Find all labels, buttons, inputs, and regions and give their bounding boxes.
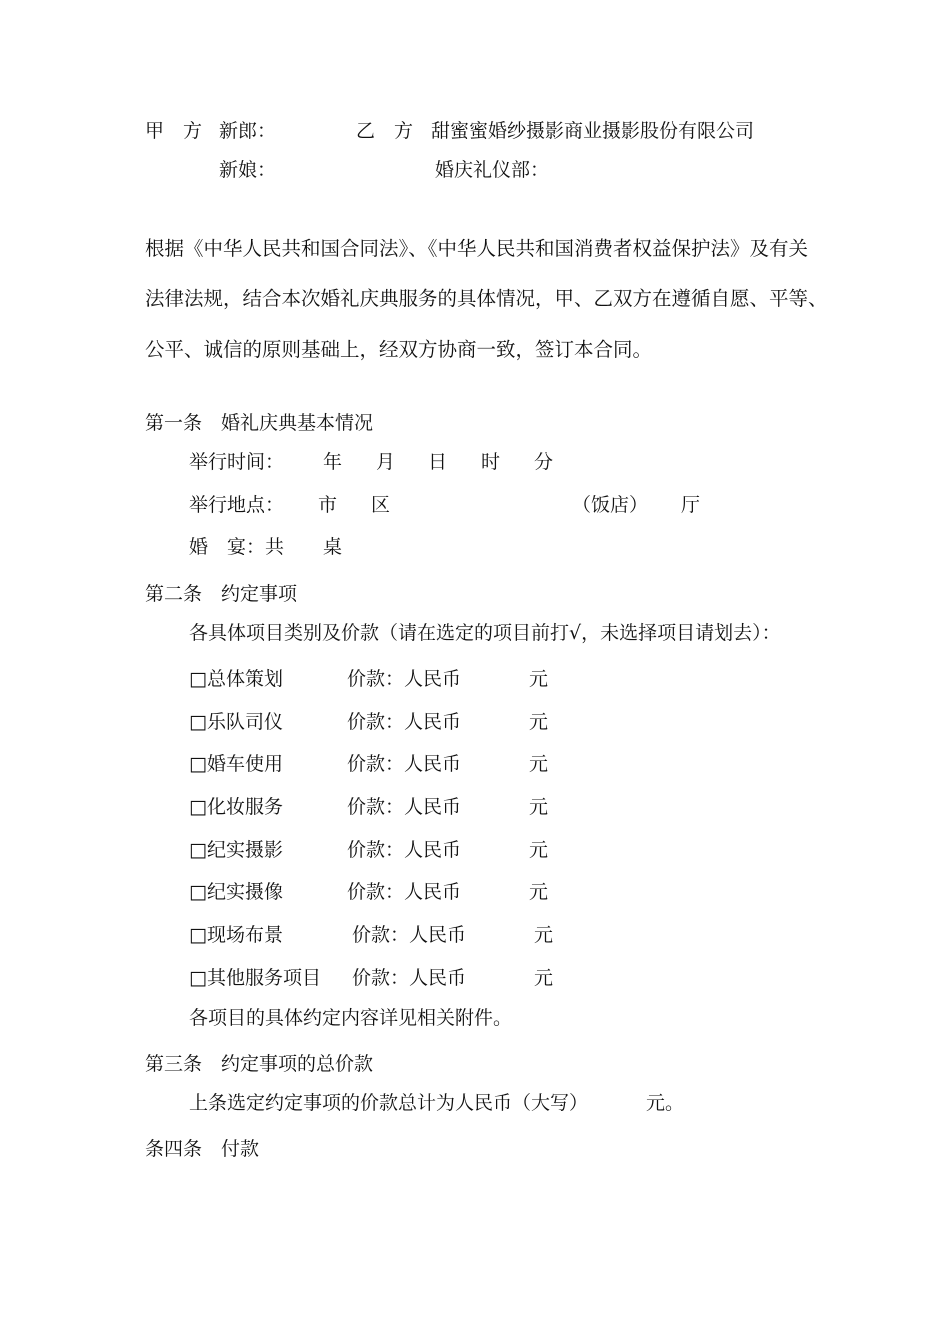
service-item-name: □总体策划	[189, 668, 283, 690]
article-3-text: 上条选定约定事项的价款总计为人民币（大写）	[189, 1092, 589, 1114]
minute-label: 分	[534, 451, 554, 473]
service-item-name: □纪实摄影	[189, 839, 283, 861]
article-4-title: 条四条 付款	[145, 1138, 260, 1160]
department-label: 婚庆礼仪部：	[435, 159, 550, 181]
service-item-unit: 元	[529, 711, 549, 733]
service-item-price-label: 价款：人民币	[347, 668, 462, 690]
service-item-name: □其他服务项目	[189, 967, 321, 989]
hotel-label: （饭店）	[572, 494, 649, 516]
party-a-label: 甲 方	[145, 120, 203, 142]
service-item-price-label: 价款：人民币	[352, 924, 467, 946]
service-item-unit: 元	[529, 881, 549, 903]
service-item-price-label: 价款：人民币	[352, 967, 467, 989]
place-label: 举行地点：	[189, 494, 285, 516]
intro-line-3: 公平、诚信的原则基础上，经双方协商一致，签订本合同。	[145, 338, 653, 361]
article-3-title: 第三条 约定事项的总价款	[145, 1053, 374, 1075]
year-label: 年	[323, 451, 343, 473]
service-item-name: □现场布景	[189, 924, 283, 946]
service-item-name: □化妆服务	[189, 796, 283, 818]
intro-line-1: 根据《中华人民共和国合同法》、《中华人民共和国消费者权益保护法》及有关	[145, 237, 809, 260]
bride-label: 新娘：	[219, 159, 277, 181]
service-item-unit: 元	[534, 924, 554, 946]
service-item-unit: 元	[529, 839, 549, 861]
hour-label: 时	[481, 451, 501, 473]
month-label: 月	[376, 451, 396, 473]
service-item-unit: 元	[529, 753, 549, 775]
tables-label: 桌	[323, 536, 343, 558]
company-name: 甜蜜蜜婚纱摄影商业摄影股份有限公司	[431, 120, 755, 142]
article-2-note: 各项目的具体约定内容详见相关附件。	[189, 1007, 513, 1029]
service-item-name: □纪实摄像	[189, 881, 283, 903]
banquet-label: 婚 宴：共	[189, 536, 285, 558]
article-2-title: 第二条 约定事项	[145, 583, 298, 605]
intro-line-2: 法律法规，结合本次婚礼庆典服务的具体情况，甲、乙双方在遵循自愿、平等、	[145, 287, 828, 310]
service-item-price-label: 价款：人民币	[347, 839, 462, 861]
service-item-price-label: 价款：人民币	[347, 753, 462, 775]
service-item-unit: 元	[529, 668, 549, 690]
service-item-unit: 元	[534, 967, 554, 989]
city-label: 市	[318, 494, 338, 516]
time-label: 举行时间：	[189, 451, 285, 473]
article-1-title: 第一条 婚礼庆典基本情况	[145, 412, 374, 434]
groom-label: 新郎：	[219, 120, 277, 142]
day-label: 日	[428, 451, 448, 473]
article-2-instruction: 各具体项目类别及价款（请在选定的项目前打√，未选择项目请划去）：	[189, 622, 781, 644]
service-item-price-label: 价款：人民币	[347, 796, 462, 818]
service-item-unit: 元	[529, 796, 549, 818]
service-item-name: □乐队司仪	[189, 711, 283, 733]
party-b-label: 乙 方	[356, 120, 414, 142]
service-item-name: □婚车使用	[189, 753, 283, 775]
article-3-unit: 元。	[646, 1092, 685, 1114]
service-item-price-label: 价款：人民币	[347, 881, 462, 903]
hall-label: 厅	[681, 494, 701, 516]
district-label: 区	[371, 494, 391, 516]
service-item-price-label: 价款：人民币	[347, 711, 462, 733]
